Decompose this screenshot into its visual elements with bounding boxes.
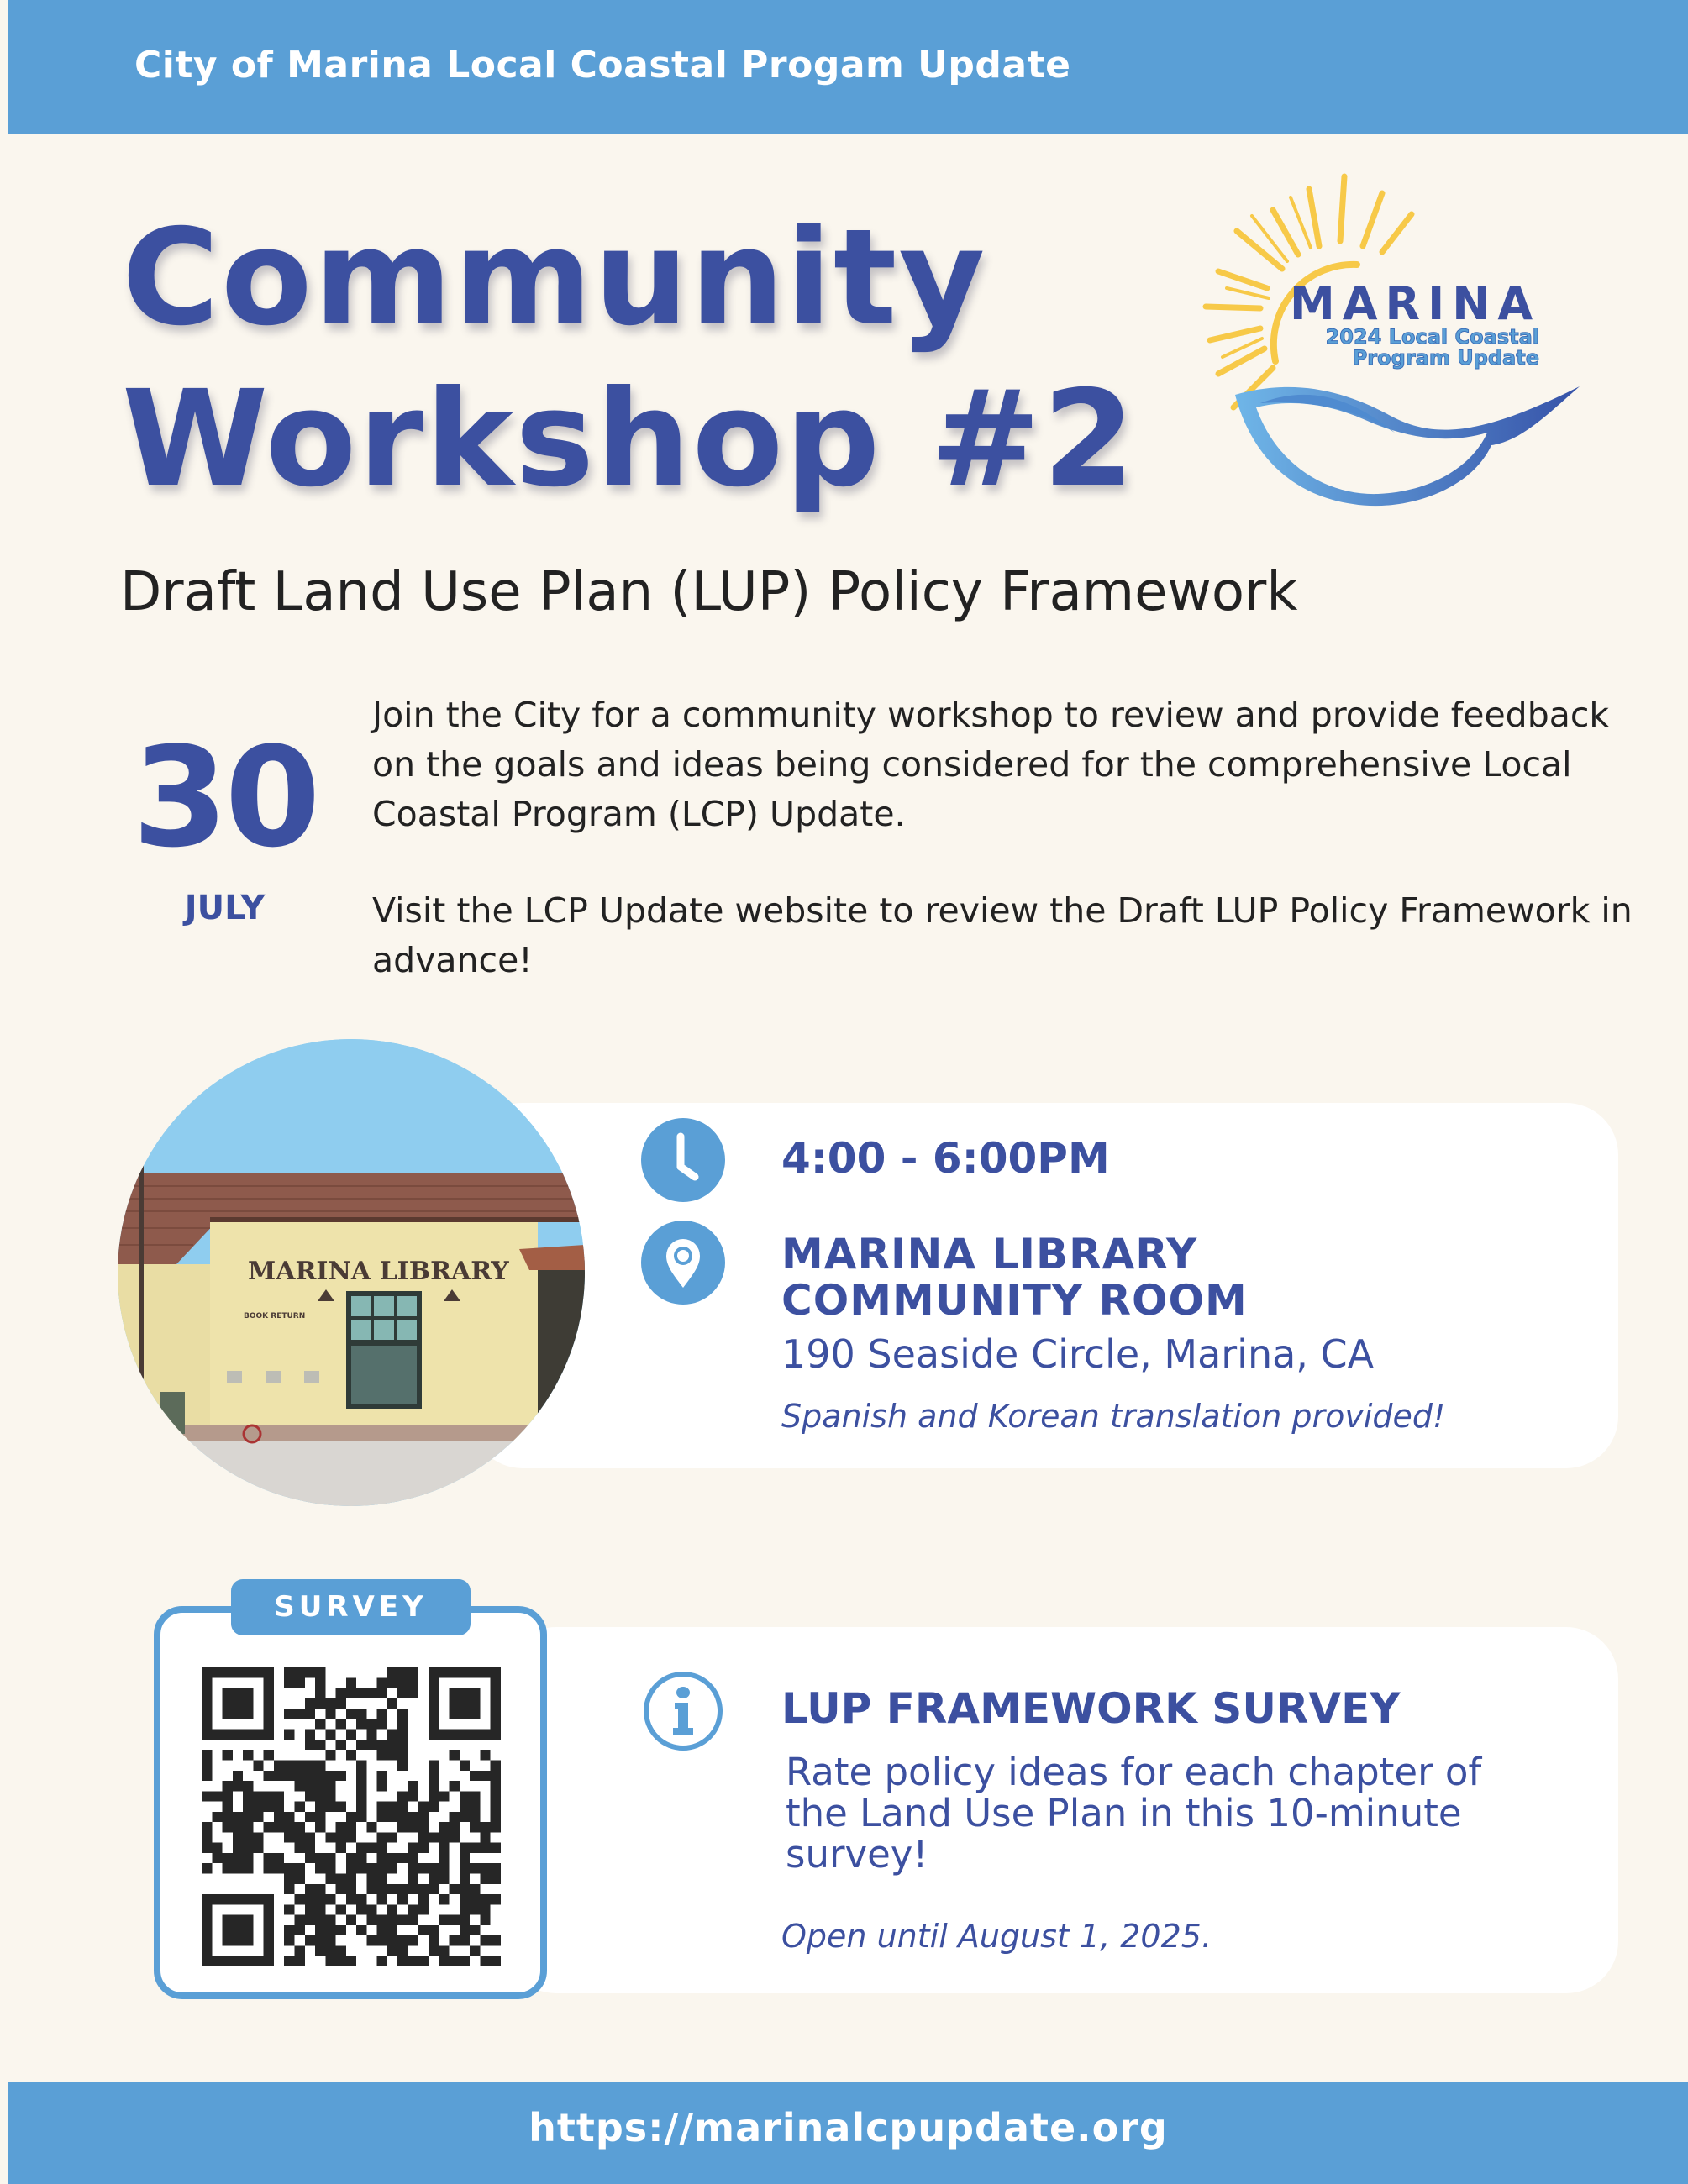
website-link[interactable]: https://marinalcpupdate.org [528,2105,1168,2150]
translation-note: Spanish and Korean translation provided! [781,1398,1446,1435]
survey-title: LUP FRAMEWORK SURVEY [781,1684,1401,1733]
survey-deadline: Open until August 1, 2025. [781,1918,1212,1955]
logo-tagline-line-1: 2024 Local Coastal [1325,325,1539,349]
survey-qr-code[interactable] [202,1667,501,1966]
description-paragraph-2 [372,886,1649,985]
clock-icon [641,1118,725,1202]
description-text-1: Join the City for a community workshop to review and provide feedback on the goals and ideas being considered for the comprehensive Local Coastal Program (LCP) Update. [372,695,1610,834]
page-subtitle: Draft Land Use Plan (LUP) Policy Framework [120,561,1298,623]
venue-line-1: MARINA LIBRARY [781,1230,1198,1278]
svg-text:MARINA LIBRARY: MARINA LIBRARY [248,1257,509,1286]
logo-wordmark: MARINA [1290,277,1541,330]
survey-tab-label: SURVEY [231,1579,471,1635]
svg-text:BOOK RETURN: BOOK RETURN [244,1312,306,1320]
banner-title: City of Marina Local Coastal Progam Update [134,44,1071,87]
page-title [122,197,1137,520]
library-building-image [118,1039,585,1506]
venue-line-2: COMMUNITY ROOM [781,1276,1248,1325]
title-line-2: Workshop #2 [122,362,1137,517]
map-pin-icon [641,1221,725,1305]
description-paragraph-1 [372,690,1649,839]
description-text-2: Visit the LCP Update website to review the Draft LUP Policy Framework in advance! [372,890,1633,980]
logo-tagline-line-2: Program Update [1352,346,1539,370]
event-month: JULY [184,889,266,927]
event-address: 190 Seaside Circle, Marina, CA [781,1331,1375,1377]
event-time: 4:00 - 6:00PM [781,1134,1110,1183]
footer-banner [8,2082,1688,2184]
top-banner [8,0,1688,134]
library-photo [118,1039,585,1506]
marina-lcp-logo [1185,164,1588,517]
logo-tagline [1296,327,1539,369]
survey-description: Rate policy ideas for each chapter of the Land Use Plan in this 10-minute survey! [786,1750,1482,1877]
title-line-1: Community [122,201,987,355]
event-day: 30 [132,717,318,878]
event-venue [781,1231,1248,1324]
info-icon [643,1671,723,1751]
